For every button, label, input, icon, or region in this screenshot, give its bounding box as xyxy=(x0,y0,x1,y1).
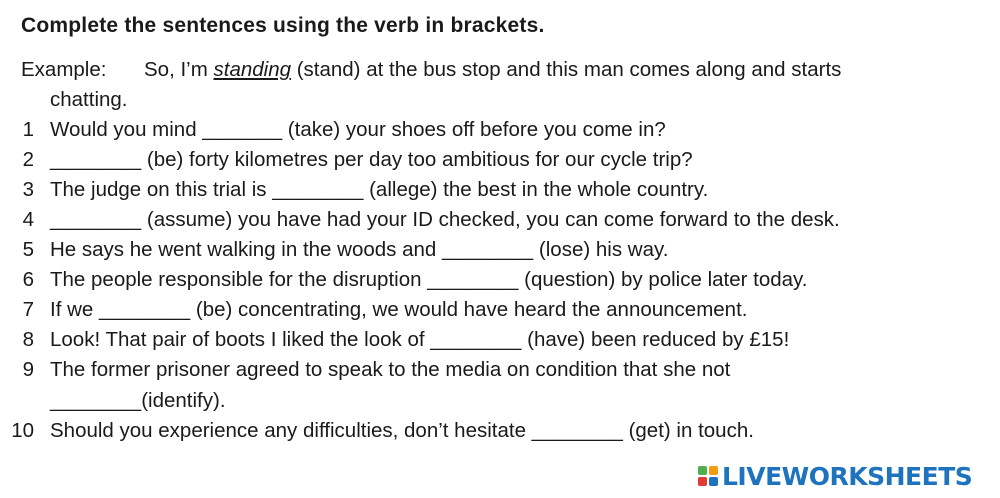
logo-tile xyxy=(698,466,707,475)
item-sentence: The judge on this trial is ________ (allege) the best in the whole country. xyxy=(50,178,709,201)
item-number: 3 xyxy=(22,178,34,201)
example-text-before: So, I’m xyxy=(144,58,214,81)
logo-text: LIVEWORKSHEETS xyxy=(722,461,973,491)
item-number: 6 xyxy=(22,268,34,291)
item-sentence: If we ________ (be) concentrating, we would have heard the announcement. xyxy=(50,298,748,321)
worksheet-title: Complete the sentences using the verb in brackets. xyxy=(21,14,545,37)
item-sentence: Should you experience any difficulties, don’t hesitate ________ (get) in touch. xyxy=(50,419,754,442)
example-text-after: (stand) at the bus stop and this man comes along and starts xyxy=(291,58,842,81)
item-sentence: He says he went walking in the woods and ________ (lose) his way. xyxy=(50,238,669,261)
liveworksheets-logo[interactable] xyxy=(698,458,972,494)
item-sentence: Look! That pair of boots I liked the look of ________ (have) been reduced by £15! xyxy=(50,328,790,351)
item-sentence: ________ (be) forty kilometres per day too ambitious for our cycle trip? xyxy=(50,148,693,171)
logo-tile xyxy=(698,477,707,486)
item-sentence: The former prisoner agreed to speak to the media on condition that she not xyxy=(50,358,731,381)
item-number: 10 xyxy=(11,419,34,442)
item-number: 4 xyxy=(22,208,34,231)
item-number: 9 xyxy=(22,358,34,381)
logo-mark-icon xyxy=(698,466,718,486)
item-sentence: The people responsible for the disruption ________ (question) by police later today. xyxy=(50,268,808,291)
example-sentence xyxy=(144,55,841,85)
example-label: Example: xyxy=(21,58,107,81)
item-sentence-continuation: ________(identify). xyxy=(50,389,226,412)
item-sentence: ________ (assume) you have had your ID checked, you can come forward to the desk. xyxy=(50,208,840,231)
logo-tile xyxy=(709,477,718,486)
example-continuation: chatting. xyxy=(50,88,128,111)
item-number: 2 xyxy=(22,148,34,171)
example-answer: standing xyxy=(213,58,292,81)
item-number: 7 xyxy=(22,298,34,321)
item-sentence: Would you mind _______ (take) your shoes off before you come in? xyxy=(50,118,666,141)
logo-tile xyxy=(709,466,718,475)
item-number: 8 xyxy=(22,328,34,351)
item-number: 5 xyxy=(22,238,34,261)
item-number: 1 xyxy=(22,118,34,141)
